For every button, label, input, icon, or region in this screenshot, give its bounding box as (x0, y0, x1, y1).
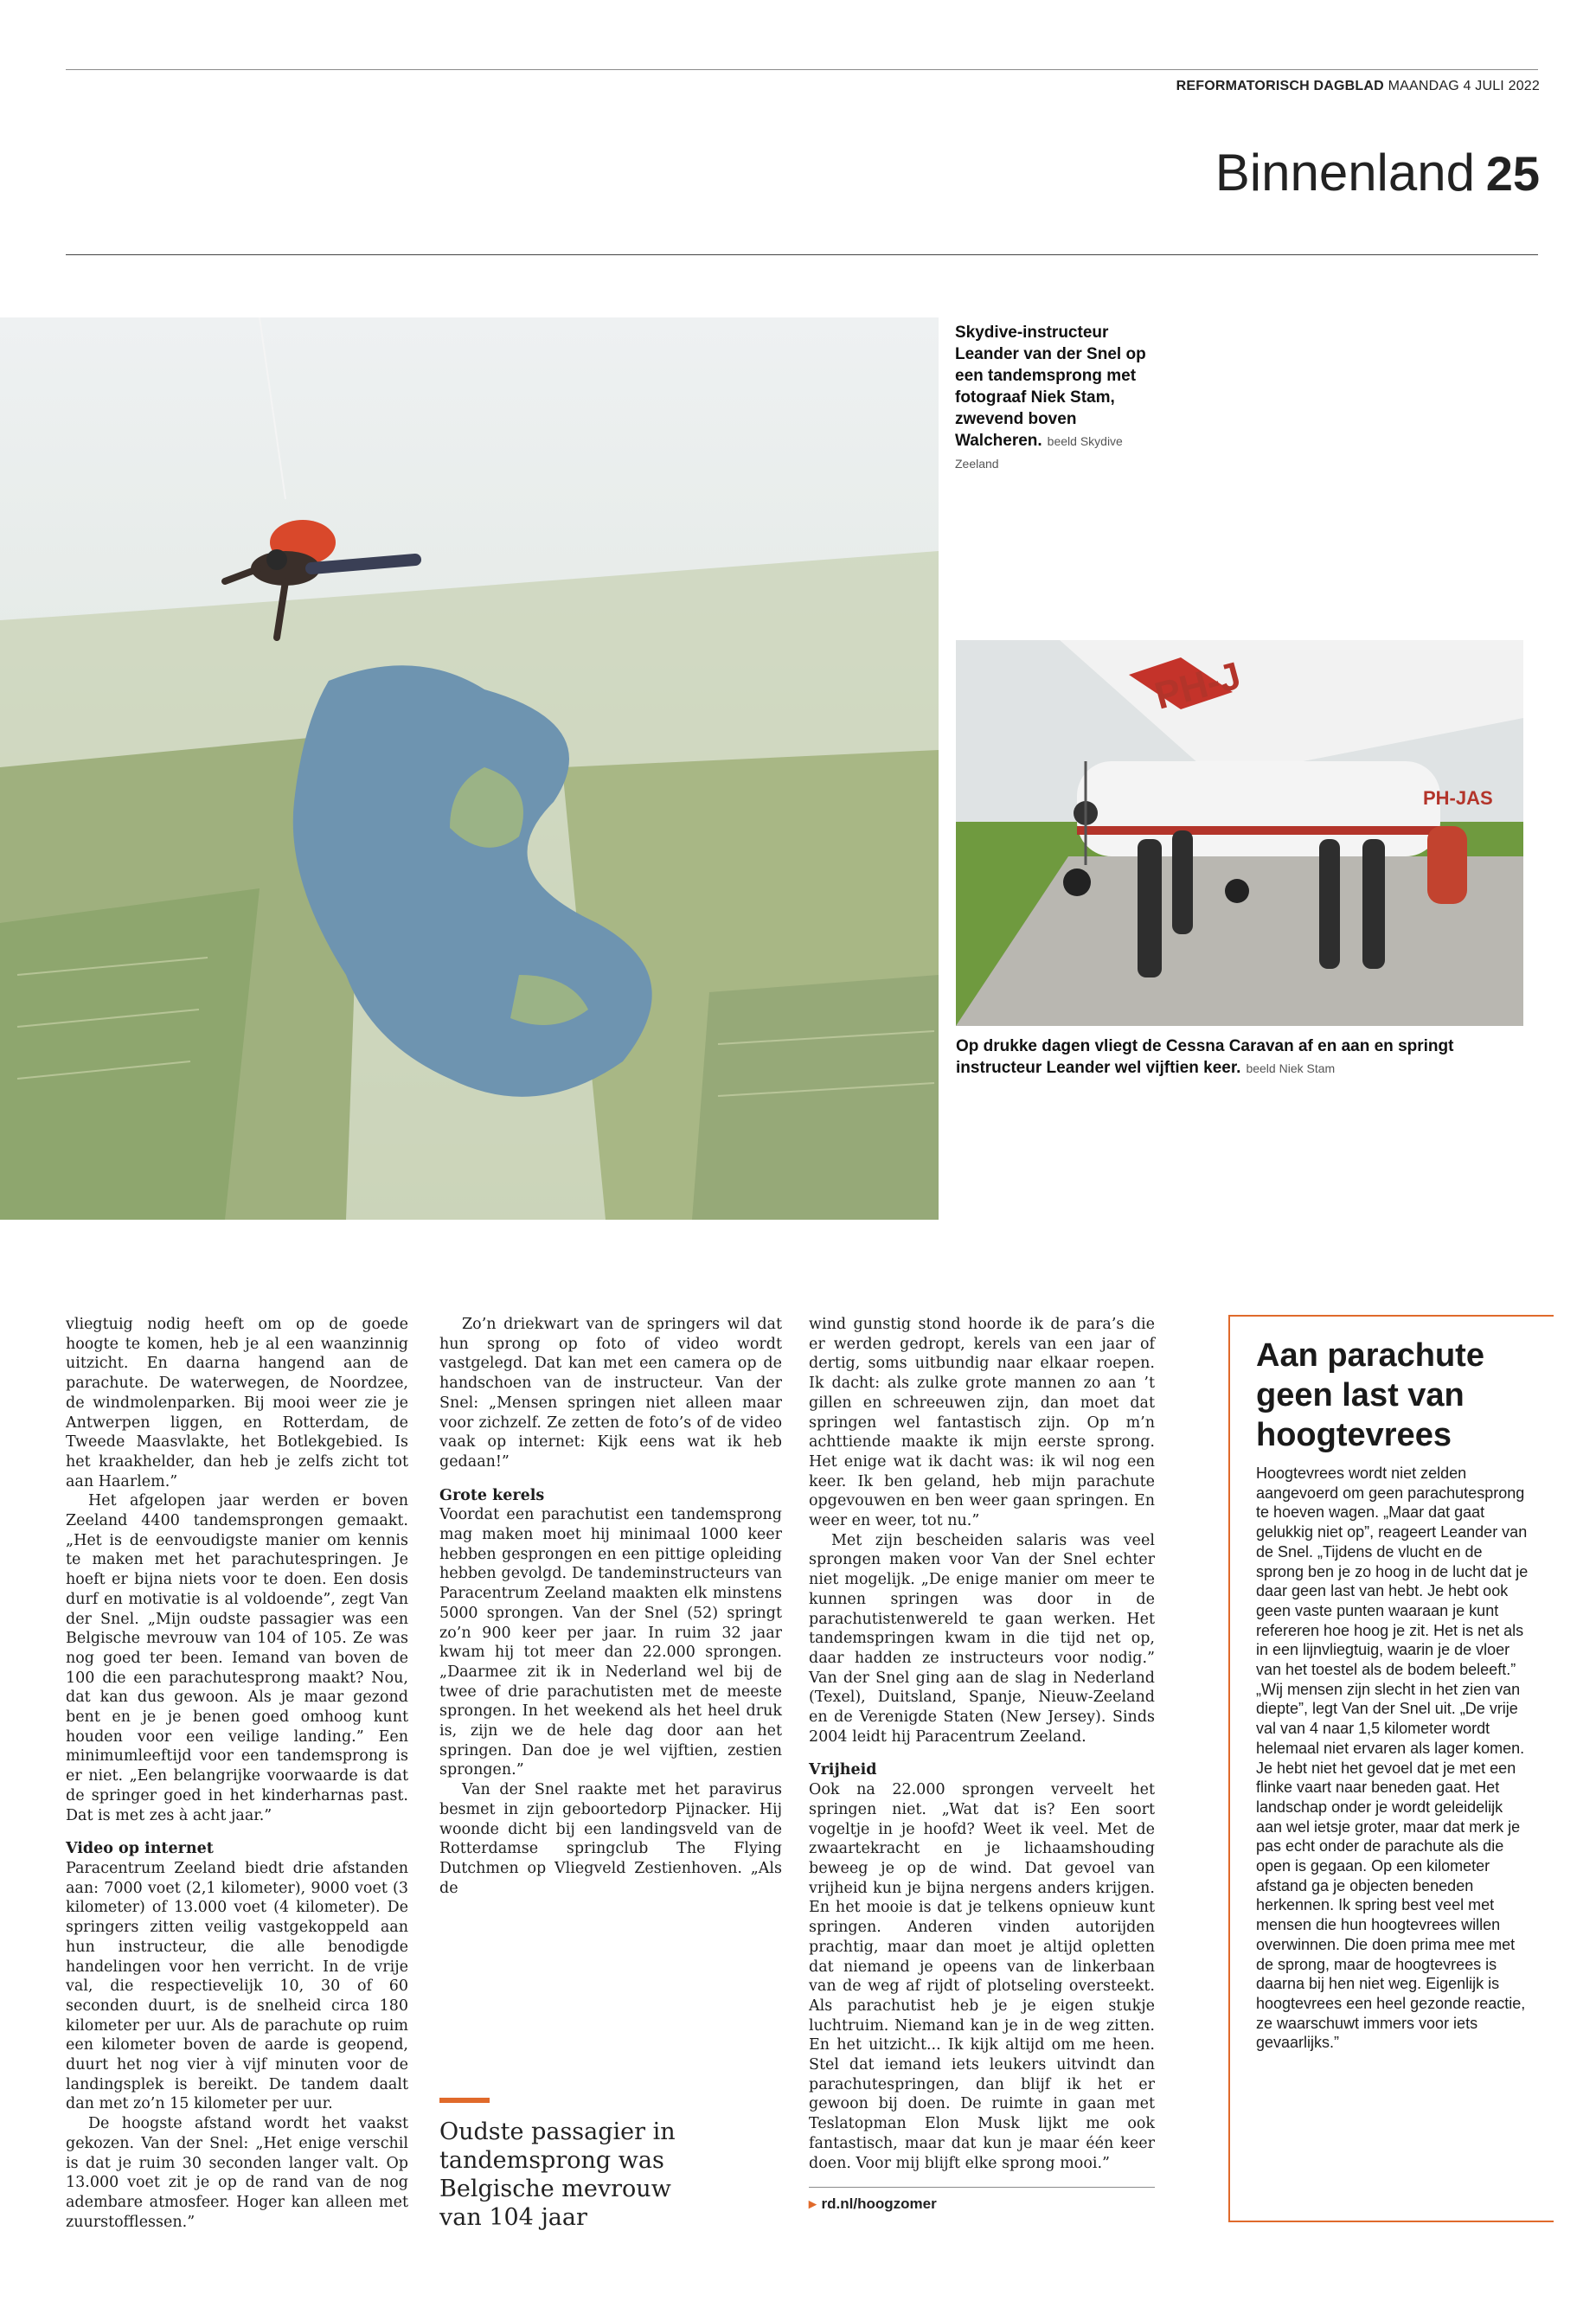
page-number: 25 (1485, 146, 1540, 201)
plane-photo-credit: beeld Niek Stam (1246, 1061, 1336, 1075)
arrow-right-icon: ▸ (809, 2195, 817, 2212)
pullquote: Oudste passagier in tandemsprong was Belgische mevrouw van 104 jaar (439, 2118, 676, 2231)
pullquote-accent-bar (439, 2098, 490, 2103)
web-link-text[interactable]: rd.nl/hoogzomer (821, 2195, 937, 2212)
col1-paragraph-3: Paracentrum Zeeland biedt drie afstanden aan: 7000 voet (2,1 kilometer), 9000 voet (3 kilometer) of 13.000 voet (4 kilometer). De springers zitten veilig vastgekoppeld aan hun instructeur, die alle benodigde handelingen voor hen verricht. In de vrije val, die respectievelijk 10, 30 of 60 seconden duurt, is de snelheid circa 180 kilometer per uur. Als de parachute op ruim een kilometer boven de aarde is geopend, duurt het nog vier à vijf minuten voor de landingsplek is bereikt. De tandem daalt dan met zo’n 15 kilometer per uur. (66, 1859, 408, 2113)
col1-paragraph-2: Het afgelopen jaar werden er boven Zeeland 4400 tandemsprongen gemaakt. „Het is de eenvoudigste manier om kennis te maken met het parachutespringen. Je hoeft er bijna niets voor te doen. Een dosis durf en motivatie is al voldoende”, zegt Van der Snel. „Mijn oudste passagier was een Belgische mevrouw van 104 of 105. Ze was nog goed ter been. Iemand van boven de 100 die een parachutesprong maakt? Nou, dat kan dus gewoon. Als je maar gezond bent en je je benen goed omhoog kunt houden voor een veilige landing.” Een minimumleeftijd voor een tandemsprong is er niet. „Een belangrijke voorwaarde is dat de springer goed in het kinderharnas past. Dat is met zes à acht jaar.” (66, 1492, 408, 1824)
col3-subheading: Vrijheid (809, 1761, 877, 1779)
col2-paragraph-1: Zo’n driekwart van de springers wil dat hun sprong op foto of video wordt vastgelegd. Dat kan met een camera op de handschoen van de instructeur. Van der Snel: „Mensen springen niet alleen maar voor zichzelf. Ze zetten de foto’s of de video vaak op internet: Kijk eens wat ik heb gedaan!” (439, 1316, 782, 1471)
sidebar-title: Aan parachute geen last van hoogtevrees (1256, 1337, 1484, 1453)
col1-paragraph-1: vliegtuig nodig heeft om op de goede hoogte te komen, heb je al een waanzinnig uitzicht. En daarna hangend aan de parachute. De waterwegen, de Noordzee, de windmolenparken. Bij mooi weer zie je Antwerpen liggen, en Rotterdam, de Tweede Maasvlakte, het Botlekgebied. Is het kraakhelder, dan heb je zelfs zicht tot aan Haarlem.” (66, 1316, 408, 1490)
main-skydive-photo (0, 317, 939, 1220)
main-photo-caption-text: Skydive-instructeur Leander van der Snel op een tandemsprong met fotograaf Niek Stam, zwevend boven Walcheren. (955, 324, 1146, 450)
main-photo-caption (955, 322, 1154, 475)
sidebar-box (1228, 1315, 1554, 2222)
col2-subheading: Grote kerels (439, 1486, 545, 1504)
web-link[interactable] (809, 2195, 937, 2213)
article-column-2 (439, 1315, 782, 1898)
col3-paragraph-2: Met zijn bescheiden salaris was veel sprongen maken voor Van der Snel echter niet mogelijk. „De enige manier om meer te kunnen springen was door in de parachutistenwereld te gaan werken. Het tandemspringen kwam in die tijd net op, daar hadden ze instructeurs voor nodig.” Van der Snel ging aan de slag in Nederland (Texel), Duitsland, Spanje, Nieuw-Zeeland en de Verenigde Staten (New Jersey). Sinds 2004 leidt hij Paracentrum Zeeland. (809, 1531, 1155, 1746)
article-column-1 (66, 1315, 408, 2232)
col2-paragraph-3: Van der Snel raakte met het paravirus besmet in zijn geboortedorp Pijnacker. Hij woonde dicht bij een landingsveld van de Rotterdamse springclub The Flying Dutchmen op Vliegveld Zestienhoven. „Als de (439, 1781, 782, 1897)
plane-boarding-illustration (956, 640, 1523, 1026)
sidebar-body (1256, 1464, 1531, 2053)
plane-photo (956, 640, 1523, 1026)
col2-paragraph-2: Voordat een parachutist een tandemsprong mag maken moet hij minimaal 1000 keer hebben gesprongen en een pittige opleiding hebben gevolgd. De tandeminstructeurs van Paracentrum Zeeland maakten elk minstens 5000 sprongen. Van der Snel (52) springt zo’n 900 keer per jaar. In ruim 32 jaar kwam hij tot meer dan 22.000 sprongen. „Daarmee zit ik in Nederland wel bij de twee of drie parachutisten met de meeste sprongen. In het weekend als het heel druk is, zijn we de hele dag door aan het springen. Dan doe je wel vijftien, zestien sprongen.” (439, 1506, 782, 1779)
plane-photo-caption (956, 1035, 1523, 1080)
aerial-landscape-illustration (0, 317, 939, 1220)
plane-registration: PH-JAS (1423, 787, 1493, 809)
col3-paragraph-1: wind gunstig stond hoorde ik de para’s die er werden gedropt, kerels van een jaar of dertig, soms uitbundig naar elkaar roepen. Ik dacht: als zulke grote mannen zo aan ’t gillen en schreeuwen zijn, dan moet dat springen wel fantastisch zijn. Op m’n achttiende maakte ik mijn eerste sprong. Het enige wat ik dacht was: ik wil nog een keer. Ik ben geland, heb mijn parachute opgevouwen en ben weer gaan springen. En weer en weer, tot nu.” (809, 1316, 1155, 1530)
issue-date: MAANDAG 4 JULI 2022 (1388, 79, 1540, 93)
col1-paragraph-4: De hoogste afstand wordt het vaakst gekozen. Van der Snel: „Het enige verschil is dat je ruim 30 seconden langer valt. Op 13.000 voet zit je op de rand van de nog adembare atmosfeer. Hoger kan alleen met zuurstofflessen.” (66, 2115, 408, 2231)
sidebar-paragraph-2: „Wij mensen zijn slecht in het zien van diepte”, legt Van der Snel uit. „De vrije val van 4 naar 1,5 kilometer wordt helemaal niet ervaren als lager komen. Je hebt niet het gevoel dat je met een flinke vaart naar beneden gaat. Het landschap onder je wordt geleidelijk aan wel ietsje groter, maar dat merk je pas echt onder de parachute als die open is gegaan. Op een kilometer afstand ga je objecten beneden herkennen. Ik spring best veel met mensen die hun hoogtevrees willen overwinnen. Die doen prima mee met de sprong, maar de hoogtevrees is daarna bij hen niet weg. Eigenlijk is hoogtevrees een heel gezonde reactie, ze waarschuwt immers voor iets gevaarlijks.” (1256, 1680, 1526, 2052)
plane-wing-text: PH-J (1150, 654, 1246, 718)
sidebar-paragraph-1: Hoogtevrees wordt niet zelden aangevoerd om geen parachutesprong te hoeven wagen. „Maar dat gaat gelukkig niet op”, reageert Leander van de Snel. „Tijdens de vlucht en de sprong ben je zo hoog in de lucht dat je daar geen last van hebt. Je hebt ook geen vaste punten waaraan je kunt refereren hoe hoog je zit. Het is net als in een lijnvliegtuig, waarin je de vloer van het toestel als de bodem beleeft.” (1256, 1465, 1529, 1679)
header-bottom-rule (66, 254, 1538, 255)
main-photo-credit: beeld Skydive Zeeland (955, 434, 1123, 471)
section-title: Binnenland (1215, 144, 1475, 202)
link-rule (809, 2187, 1155, 2188)
top-rule (66, 69, 1538, 70)
plane-photo-caption-text: Op drukke dagen vliegt de Cessna Caravan af en aan en springt instructeur Leander wel vijftien keer. (956, 1037, 1454, 1077)
col1-subheading: Video op internet (66, 1840, 214, 1858)
col3-paragraph-3: Ook na 22.000 sprongen verveelt het springen niet. „Wat dat is? Een soort vogeltje in je hoofd? Weet ik veel. Met de zwaartekracht en je lichaamshouding beweeg je op de wind. Dat gevoel van vrijheid kun je bijna nergens anders krijgen. En het mooie is dat je telkens opnieuw kunt springen. Anderen vinden autorijden prachtig, maar dan moet je altijd opletten dat niemand je opeens van de linkerbaan van de weg af rijdt of plotseling oversteekt. Als parachutist heb je je eigen stukje luchtruim. Niemand kan je in de weg zitten. En het uitzicht... Ik kijk altijd om me heen. Stel dat iemand iets leukers uitvindt dan parachutespringen, dan blijf ik het er gewoon bij doen. De ruimte in gaan met Teslatopman Elon Musk lijkt me ook fantastisch, maar dat kun je maar één keer doen. Voor mij blijft elke sprong mooi.” (809, 1781, 1155, 2172)
publication-name: REFORMATORISCH DAGBLAD (1176, 79, 1384, 93)
article-column-3 (809, 1315, 1155, 2173)
masthead (1176, 79, 1540, 94)
